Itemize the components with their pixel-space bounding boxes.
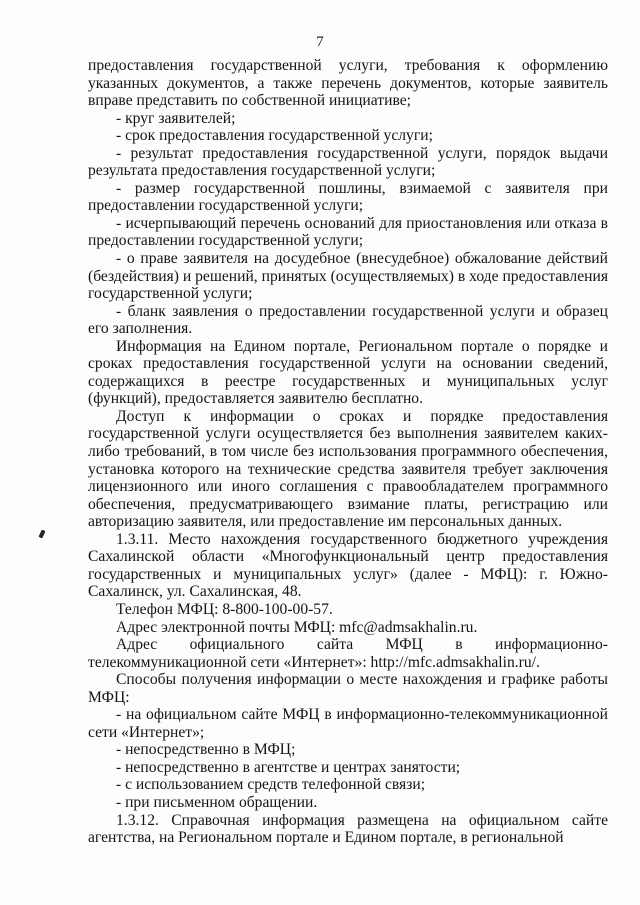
list-item: - непосредственно в агентстве и центрах занятости; (116, 758, 461, 776)
paragraph: Телефон МФЦ: 8-800-100-00-57. (116, 600, 333, 618)
list-item: - исчерпывающий перечень оснований для приостановления или отказа в предоставлении государственной услуги; (88, 214, 608, 250)
paragraph: Адрес официального сайта МФЦ в информационно-телекоммуникационной сети «Интернет»: http://mfc.admsakhalin.ru/. (88, 636, 608, 671)
list-item: - при письменном обращении. (116, 793, 318, 811)
paragraph: Информация на Едином портале, Региональном портале о порядке и сроках предоставления государственной услуги на основании сведений, содержащихся в реестре государственных и муниципальных услуг (функций), предоставляется заявителю бесплатно. (88, 337, 608, 408)
paragraph: предоставления государственной услуги, требования к оформлению указанных документов, а также перечень документов, которые заявитель вправе представить по собственной инициативе; (88, 57, 608, 110)
paragraph: 1.3.11. Место нахождения государственного бюджетного учреждения Сахалинской области «Многофункциональный центр предоставления государственных и муниципальных услуг» (далее - МФЦ): г. Южно-Сахалинск, ул. Сахалинская, 48. (88, 530, 608, 601)
document-body (88, 57, 608, 847)
list-item: - о праве заявителя на досудебное (внесудебное) обжалование действий (бездействия) и решений, принятых (осуществляемых) в ходе предоставления государственной услуги; (88, 250, 608, 303)
scan-speck (38, 530, 45, 539)
paragraph: Способы получения информации о месте нахождения и графике работы МФЦ: (88, 671, 608, 706)
list-item: - с использованием средств телефонной связи; (116, 776, 426, 794)
paragraph: Доступ к информации о сроках и порядке предоставления государственной услуги осуществляется без выполнения заявителем каких-либо требований, в том числе без использования программного обеспечения, установка которого на технические средства заявителя требует заключения лицензионного или иного соглашения с правообладателем программного обеспечения, предусматривающего взимание платы, регистрацию или авторизацию заявителя, или предоставление им персональных данных. (88, 407, 608, 531)
paragraph: Адрес электронной почты МФЦ: mfc@admsakhalin.ru. (116, 618, 478, 636)
list-item: - размер государственной пошлины, взимаемой с заявителя при предоставлении государственной услуги; (88, 179, 608, 215)
list-item: - на официальном сайте МФЦ в информационно-телекоммуникационной сети «Интернет»; (88, 706, 608, 741)
paragraph: 1.3.12. Справочная информация размещена на официальном сайте агентства, на Региональном портале и Едином портале, в региональной (88, 811, 608, 847)
list-item: - результат предоставления государственной услуги, порядок выдачи результата предоставления государственной услуги; (88, 144, 608, 180)
list-item: - круг заявителей; (116, 109, 236, 127)
list-item: - срок предоставления государственной услуги; (116, 127, 433, 145)
page-number: 7 (316, 34, 324, 50)
list-item: - бланк заявления о предоставлении государственной услуги и образец его заполнения. (88, 302, 608, 338)
list-item: - непосредственно в МФЦ; (116, 741, 296, 759)
